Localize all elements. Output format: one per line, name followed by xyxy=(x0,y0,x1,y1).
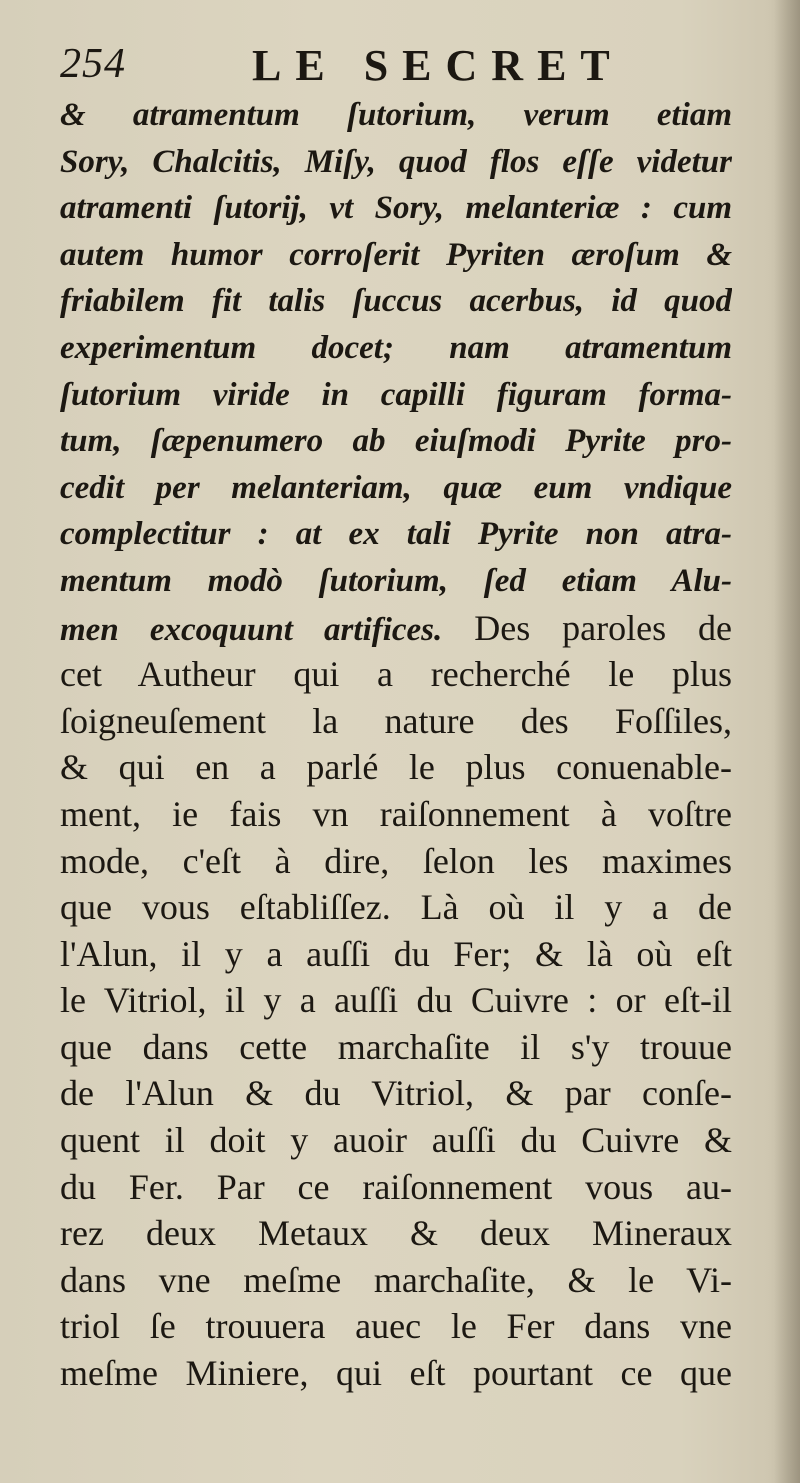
text-line: & qui en a parlé le plus conuenable- xyxy=(60,747,732,788)
text-line: mode, c'eſt à dire, ſelon les maximes xyxy=(60,840,732,881)
text-line: Sory, Chalcitis, Miſy, quod flos eſſe videtur xyxy=(60,143,732,180)
text-line: complectitur : at ex tali Pyrite non atra- xyxy=(60,516,732,553)
page-number: 254 xyxy=(60,41,126,87)
text-line: l'Alun, il y a auſſi du Fer; & là où eſt xyxy=(60,933,732,974)
text-line: dans vne meſme marchaſite, & le Vi- xyxy=(60,1259,732,1300)
text-line: experimentum docet; nam atramentum xyxy=(60,329,732,366)
text-line xyxy=(60,605,732,652)
roman-run: Des paroles de xyxy=(442,607,732,648)
text-line: cedit per melanteriam, quæ eum vndique xyxy=(60,469,732,506)
text-line: rez deux Metaux & deux Mineraux xyxy=(60,1213,732,1254)
text-line: autem humor corroſerit Pyriten æroſum & xyxy=(60,236,732,273)
text-line: meſme Miniere, qui eſt pourtant ce que xyxy=(60,1353,732,1394)
text-line: tum, ſæpenumero ab eiuſmodi Pyrite pro- xyxy=(60,423,732,460)
text-line: atramenti ſutorij, vt Sory, melanteriæ : cum xyxy=(60,190,732,227)
page-edge-shadow xyxy=(774,0,800,1483)
running-title: LE SECRET xyxy=(252,41,624,90)
text-line: de l'Alun & du Vitriol, & par conſe- xyxy=(60,1073,732,1114)
text-line: triol ſe trouuera auec le Fer dans vne xyxy=(60,1306,732,1347)
text-line: cet Autheur qui a recherché le plus xyxy=(60,654,732,695)
text-line: que dans cette marchaſite il s'y trouue xyxy=(60,1026,732,1067)
text-line: ſutorium viride in capilli figuram forma- xyxy=(60,376,732,413)
text-line: du Fer. Par ce raiſonnement vous au- xyxy=(60,1166,732,1207)
text-line: que vous eſtabliſſez. Là où il y a de xyxy=(60,887,732,928)
italic-run: men excoquunt artifices. xyxy=(60,611,443,648)
text-line: ſoigneuſement la nature des Foſſiles, xyxy=(60,700,732,741)
text-body xyxy=(60,92,732,1397)
text-line: & atramentum ſutorium, verum etiam xyxy=(60,97,732,133)
page-header xyxy=(60,40,760,100)
text-line: friabilem fit talis ſuccus acerbus, id quod xyxy=(60,283,732,320)
text-line: le Vitriol, il y a auſſi du Cuivre : or eſt-il xyxy=(60,980,732,1021)
text-line: ment, ie fais vn raiſonnement à voſtre xyxy=(60,793,732,834)
text-line: mentum modò ſutorium, ſed etiam Alu- xyxy=(60,562,732,599)
text-line: quent il doit y auoir auſſi du Cuivre & xyxy=(60,1120,732,1161)
